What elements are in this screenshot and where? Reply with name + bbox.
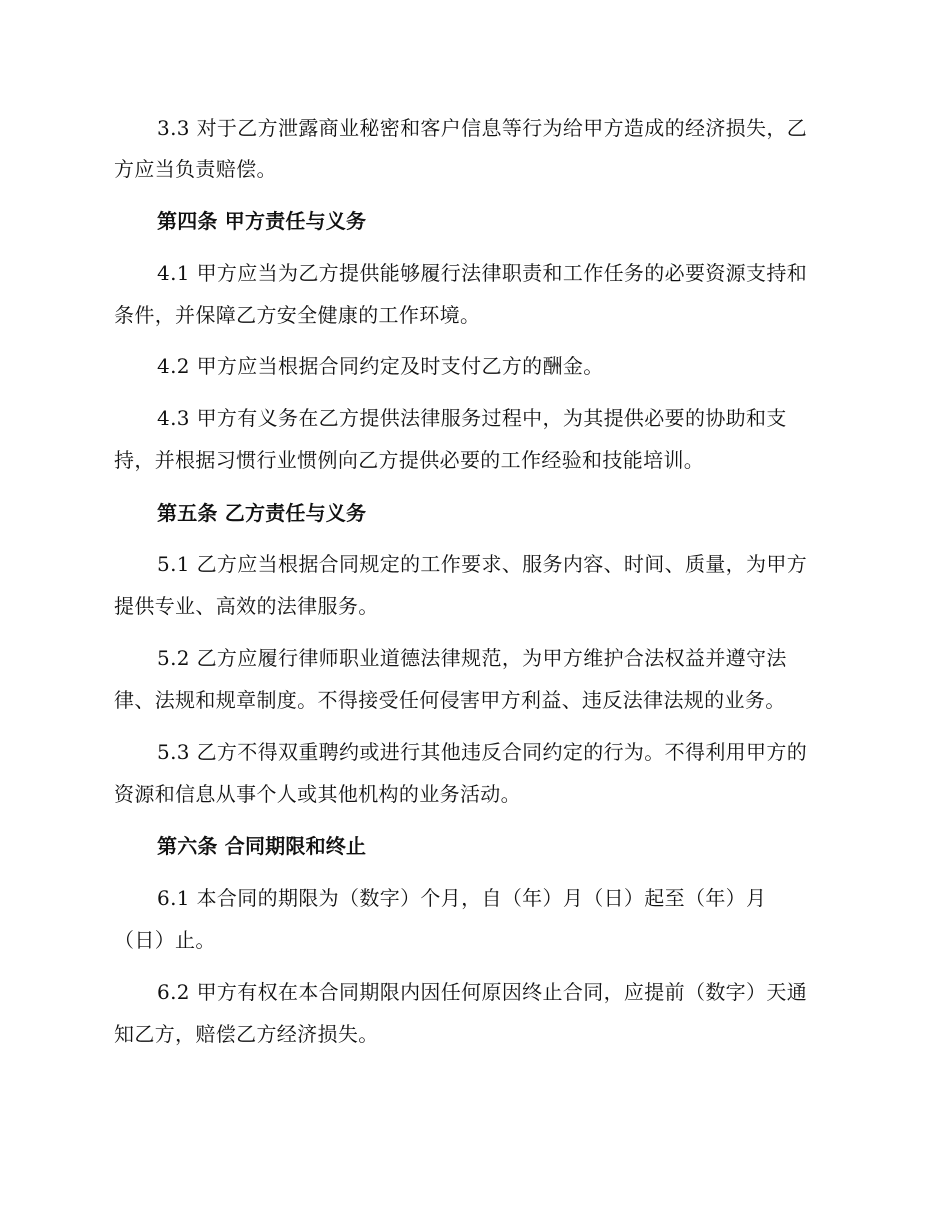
paragraph-3-3-line-2: 方应当负责赔偿。 bbox=[114, 157, 277, 181]
paragraph-5-2-line-1: 5.2 乙方应履行律师职业道德法律规范，为甲方维护合法权益并遵守法 bbox=[157, 646, 787, 670]
section-heading-6: 第六条 合同期限和终止 bbox=[157, 834, 367, 858]
section-heading-5: 第五条 乙方责任与义务 bbox=[157, 501, 367, 525]
paragraph-4-1-line-1: 4.1 甲方应当为乙方提供能够履行法律职责和工作任务的必要资源支持和 bbox=[157, 261, 808, 285]
section-heading-4: 第四条 甲方责任与义务 bbox=[157, 209, 367, 233]
paragraph-6-2-line-2: 知乙方，赔偿乙方经济损失。 bbox=[114, 1022, 379, 1046]
paragraph-5-1-line-1: 5.1 乙方应当根据合同规定的工作要求、服务内容、时间、质量，为甲方 bbox=[157, 552, 808, 576]
paragraph-4-1-line-2: 条件，并保障乙方安全健康的工作环境。 bbox=[114, 303, 481, 327]
paragraph-5-3-line-1: 5.3 乙方不得双重聘约或进行其他违反合同约定的行为。不得利用甲方的 bbox=[157, 740, 808, 764]
paragraph-5-2-line-2: 律、法规和规章制度。不得接受任何侵害甲方利益、违反法律法规的业务。 bbox=[114, 688, 786, 712]
paragraph-6-2-line-1: 6.2 甲方有权在本合同期限内因任何原因终止合同，应提前（数字）天通 bbox=[157, 980, 808, 1004]
paragraph-4-3-line-2: 持，并根据习惯行业惯例向乙方提供必要的工作经验和技能培训。 bbox=[114, 448, 705, 472]
paragraph-4-2-line-1: 4.2 甲方应当根据合同约定及时支付乙方的酬金。 bbox=[157, 354, 604, 378]
paragraph-3-3-line-1: 3.3 对于乙方泄露商业秘密和客户信息等行为给甲方造成的经济损失，乙 bbox=[157, 116, 808, 140]
paragraph-6-1-line-2: （日）止。 bbox=[114, 928, 216, 952]
paragraph-4-3-line-1: 4.3 甲方有义务在乙方提供法律服务过程中，为其提供必要的协助和支 bbox=[157, 406, 787, 430]
paragraph-6-1-line-1: 6.1 本合同的期限为（数字）个月，自（年）月（日）起至（年）月 bbox=[157, 886, 767, 910]
paragraph-5-1-line-2: 提供专业、高效的法律服务。 bbox=[114, 594, 379, 618]
paragraph-5-3-line-2: 资源和信息从事个人或其他机构的业务活动。 bbox=[114, 782, 521, 806]
